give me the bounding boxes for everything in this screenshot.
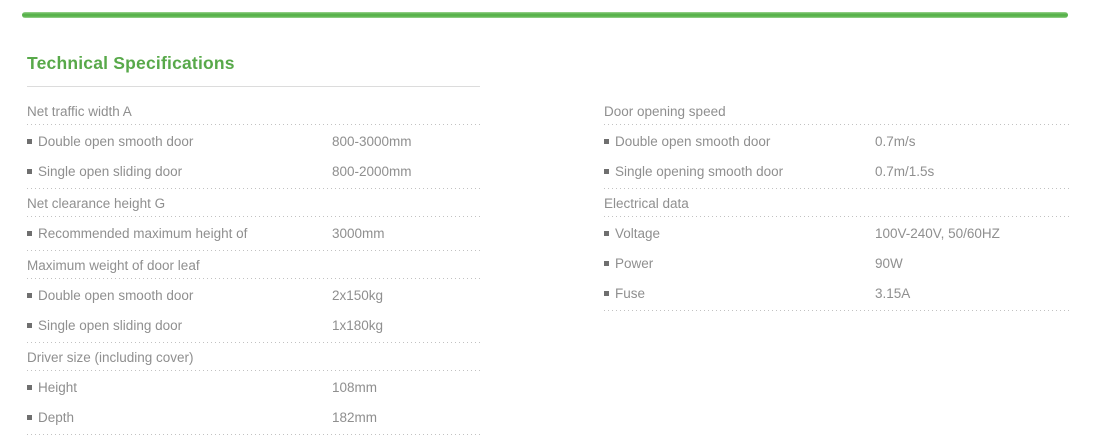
- spec-row: [604, 248, 1070, 278]
- bullet-square-icon: [604, 169, 609, 174]
- spec-row: [604, 126, 1070, 156]
- spec-label: Single opening smooth door: [615, 163, 784, 179]
- spec-label: Fuse: [615, 285, 646, 301]
- spec-value: 0.7m/1.5s: [875, 163, 935, 179]
- bullet-square-icon: [604, 139, 609, 144]
- spec-column-right: [604, 98, 1070, 436]
- spec-sheet: [27, 0, 1109, 436]
- section-rows: [27, 372, 480, 432]
- spec-section: [27, 190, 480, 251]
- section-header: Electrical data: [604, 195, 689, 211]
- spec-section: [27, 98, 480, 189]
- section-divider: [27, 124, 480, 125]
- bullet-square-icon: [27, 323, 32, 328]
- spec-label: Height: [38, 379, 78, 395]
- spec-label: Single open sliding door: [38, 163, 183, 179]
- spec-value: 2x150kg: [332, 287, 384, 303]
- spec-row: [604, 278, 1070, 308]
- spec-row: [27, 402, 480, 432]
- section-rows: [27, 126, 480, 186]
- spec-section: [27, 344, 480, 435]
- spec-label: Power: [615, 255, 654, 271]
- section-divider: [27, 434, 480, 435]
- section-divider: [604, 216, 1070, 217]
- spec-value: 3.15A: [875, 285, 911, 301]
- spec-label: Voltage: [615, 225, 661, 241]
- spec-value: 100V-240V, 50/60HZ: [875, 225, 1000, 241]
- spec-value: 800-2000mm: [332, 163, 412, 179]
- section-header: Door opening speed: [604, 103, 726, 119]
- spec-row: [27, 372, 480, 402]
- section-divider: [27, 370, 480, 371]
- bullet-square-icon: [27, 293, 32, 298]
- bullet-square-icon: [27, 169, 32, 174]
- section-divider: [27, 250, 480, 251]
- section-divider: [27, 216, 480, 217]
- spec-row: [604, 218, 1070, 248]
- spec-label: Double open smooth door: [38, 133, 194, 149]
- section-divider: [27, 278, 480, 279]
- bullet-square-icon: [604, 291, 609, 296]
- spec-column-left: [27, 98, 480, 436]
- section-rows: [27, 280, 480, 340]
- spec-row: [27, 156, 480, 186]
- section-divider: [604, 310, 1070, 311]
- bullet-square-icon: [27, 139, 32, 144]
- spec-row: [604, 156, 1070, 186]
- spec-value: 0.7m/s: [875, 133, 916, 149]
- spec-row: [27, 310, 480, 340]
- section-header: Driver size (including cover): [27, 349, 194, 365]
- section-header: Net clearance height G: [27, 195, 166, 211]
- spec-row: [27, 218, 480, 248]
- spec-label: Double open smooth door: [38, 287, 194, 303]
- spec-row: [27, 126, 480, 156]
- spec-value: 90W: [875, 255, 903, 271]
- spec-section: [27, 252, 480, 343]
- section-rows: [27, 218, 480, 248]
- section-header: Maximum weight of door leaf: [27, 257, 200, 273]
- spec-value: 800-3000mm: [332, 133, 412, 149]
- spec-label: Depth: [38, 409, 75, 425]
- title-underline: [27, 86, 480, 87]
- spec-value: 108mm: [332, 379, 378, 395]
- bullet-square-icon: [27, 231, 32, 236]
- spec-section: [604, 98, 1070, 189]
- bullet-square-icon: [27, 415, 32, 420]
- spec-section: [604, 190, 1070, 311]
- bullet-square-icon: [604, 261, 609, 266]
- spec-label: Single open sliding door: [38, 317, 183, 333]
- spec-value: 3000mm: [332, 225, 385, 241]
- section-divider: [27, 342, 480, 343]
- spec-label: Double open smooth door: [615, 133, 771, 149]
- spec-columns: [27, 98, 1109, 436]
- bullet-square-icon: [27, 385, 32, 390]
- bullet-square-icon: [604, 231, 609, 236]
- section-divider: [604, 188, 1070, 189]
- spec-row: [27, 280, 480, 310]
- spec-value: 1x180kg: [332, 317, 384, 333]
- section-divider: [27, 188, 480, 189]
- section-rows: [604, 126, 1070, 186]
- section-rows: [604, 218, 1070, 308]
- spec-value: 182mm: [332, 409, 378, 425]
- page-title: Technical Specifications: [27, 53, 235, 73]
- section-header: Net traffic width A: [27, 103, 132, 119]
- spec-label: Recommended maximum height of: [38, 225, 248, 241]
- section-divider: [604, 124, 1070, 125]
